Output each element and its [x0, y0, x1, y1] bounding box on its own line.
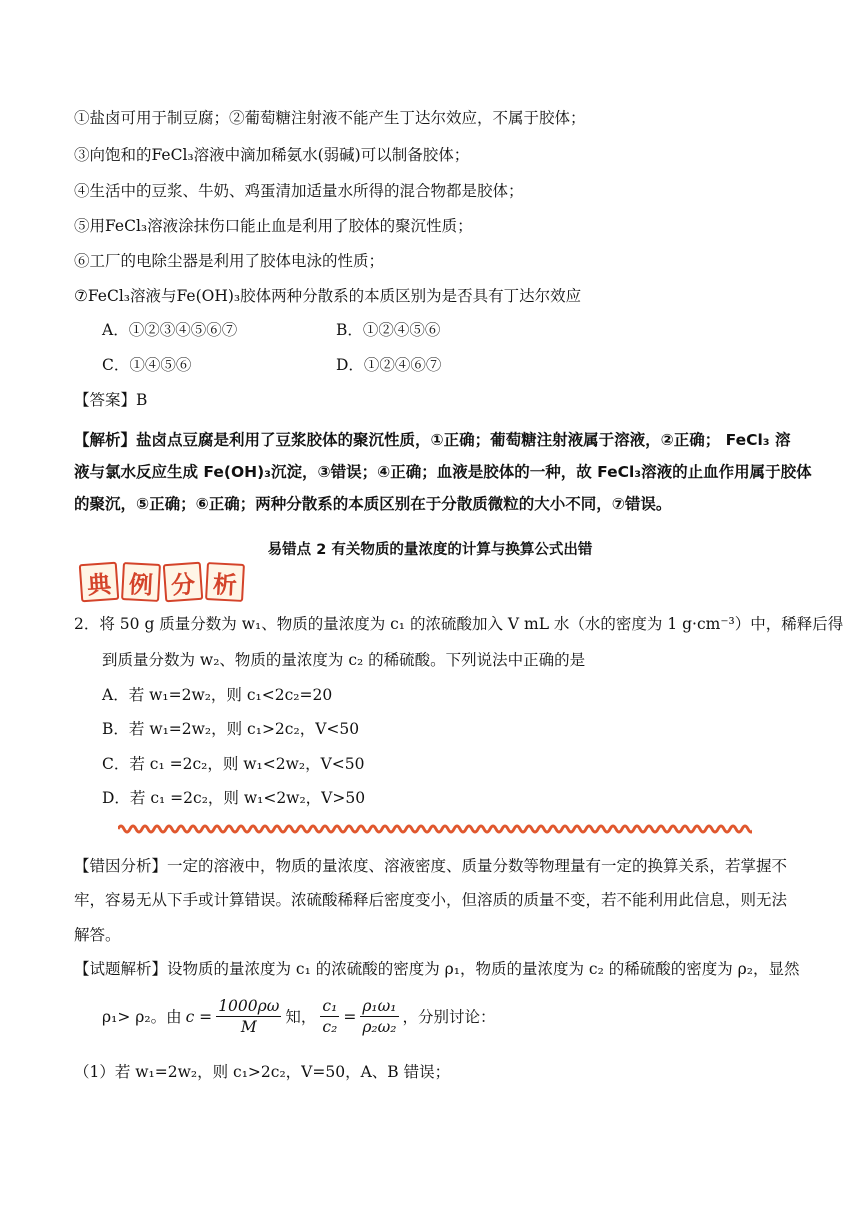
- stamp-char: 例: [121, 562, 161, 602]
- error-analysis-line-1: 【错因分析】一定的溶液中，物质的量浓度、溶液密度、质量分数等物理量有一定的换算关系，若掌握不: [74, 857, 788, 875]
- wave-divider: [118, 822, 752, 836]
- q1-analysis-line-2: 液与氯水反应生成 Fe(OH)₃沉淀，③错误；④正确；血液是胶体的一种，故 FeCl₃溶液的止血作用属于胶体: [74, 463, 812, 481]
- stamp-char: 典: [79, 562, 120, 603]
- ratio-right-denominator: ρ₂ω₂: [362, 1018, 397, 1036]
- formula-numerator: 1000ρω: [218, 997, 280, 1015]
- q1-statement-5: ⑤用FeCl₃溶液涂抹伤口能止血是利用了胶体的聚沉性质；: [74, 217, 473, 235]
- case-1: （1）若 w₁=2w₂，则 c₁>2c₂，V=50，A、B 错误；: [74, 1063, 451, 1081]
- q2-stem-line-1: 2．将 50 g 质量分数为 w₁、物质的量浓度为 c₁ 的浓硫酸加入 V mL 水（水的密度为 1 g·cm⁻³）中，稀释后得: [74, 615, 844, 633]
- stamp-char: 分: [163, 562, 204, 603]
- q2-option-d: D．若 c₁ =2c₂，则 w₁<2w₂，V>50: [102, 789, 366, 807]
- ratio-left-numerator: c₁: [322, 997, 338, 1015]
- formula-c-label: c =: [185, 1007, 213, 1026]
- solution-line-1: 【试题解析】设物质的量浓度为 c₁ 的浓硫酸的密度为 ρ₁，物质的量浓度为 c₂ 的稀硫酸的密度为 ρ₂，显然: [74, 960, 800, 978]
- error-analysis-line-3: 解答。: [74, 926, 121, 944]
- q2-option-c: C．若 c₁ =2c₂，则 w₁<2w₂，V<50: [102, 755, 365, 773]
- q1-statement-3: ③向饱和的FeCl₃溶液中滴加稀氨水(弱碱)可以制备胶体；: [74, 146, 470, 164]
- ratio-right: [360, 996, 398, 1037]
- density-comparison: ρ₁> ρ₂。由: [102, 1007, 182, 1026]
- equals-sign: =: [343, 1007, 357, 1026]
- stamp-char: 析: [205, 562, 245, 602]
- q1-statement-4: ④生活中的豆浆、牛奶、鸡蛋清加适量水所得的混合物都是胶体；: [74, 182, 524, 200]
- q1-option-a: A．①②③④⑤⑥⑦: [102, 321, 238, 339]
- q1-analysis-line-1: 【解析】盐卤点豆腐是利用了豆浆胶体的聚沉性质，①正确；葡萄糖注射液属于溶液，②正确； FeCl₃ 溶: [74, 431, 791, 449]
- ratio-left: [320, 996, 339, 1037]
- q2-option-b: B．若 w₁=2w₂，则 c₁>2c₂，V<50: [102, 720, 360, 738]
- q1-answer: 【答案】B: [74, 391, 148, 409]
- section-heading: 易错点 2 有关物质的量浓度的计算与换算公式出错: [267, 542, 593, 558]
- concentration-formula: [216, 996, 281, 1037]
- q1-option-d: D．①②④⑥⑦: [336, 356, 442, 374]
- solution-formula-line: [102, 996, 496, 1037]
- example-analysis-stamp: [80, 563, 244, 601]
- q2-option-a: A．若 w₁=2w₂，则 c₁<2c₂=20: [102, 686, 333, 704]
- formula-connector: 知，: [285, 1007, 317, 1026]
- formula-denominator: M: [240, 1018, 257, 1036]
- q1-analysis-line-3: 的聚沉，⑤正确；⑥正确；两种分散系的本质区别在于分散质微粒的大小不同，⑦错误。: [74, 495, 672, 513]
- q1-option-b: B．①②④⑤⑥: [336, 321, 441, 339]
- error-analysis-line-2: 牢，容易无从下手或计算错误。浓硫酸稀释后密度变小，但溶质的质量不变，若不能利用此信息，则无法: [74, 891, 788, 909]
- q1-option-c: C．①④⑤⑥: [102, 356, 192, 374]
- ratio-left-denominator: c₂: [322, 1018, 338, 1036]
- q2-stem-line-2: 到质量分数为 w₂、物质的量浓度为 c₂ 的稀硫酸。下列说法中正确的是: [102, 651, 586, 669]
- discussion-intro: ，分别讨论：: [402, 1007, 496, 1026]
- q1-statement-6: ⑥工厂的电除尘器是利用了胶体电泳的性质；: [74, 252, 385, 270]
- q1-statement-7: ⑦FeCl₃溶液与Fe(OH)₃胶体两种分散系的本质区别为是否具有丁达尔效应: [74, 287, 582, 305]
- ratio-right-numerator: ρ₁ω₁: [362, 997, 397, 1015]
- q1-statement-1-2: ①盐卤可用于制豆腐；②葡萄糖注射液不能产生丁达尔效应，不属于胶体；: [74, 109, 586, 127]
